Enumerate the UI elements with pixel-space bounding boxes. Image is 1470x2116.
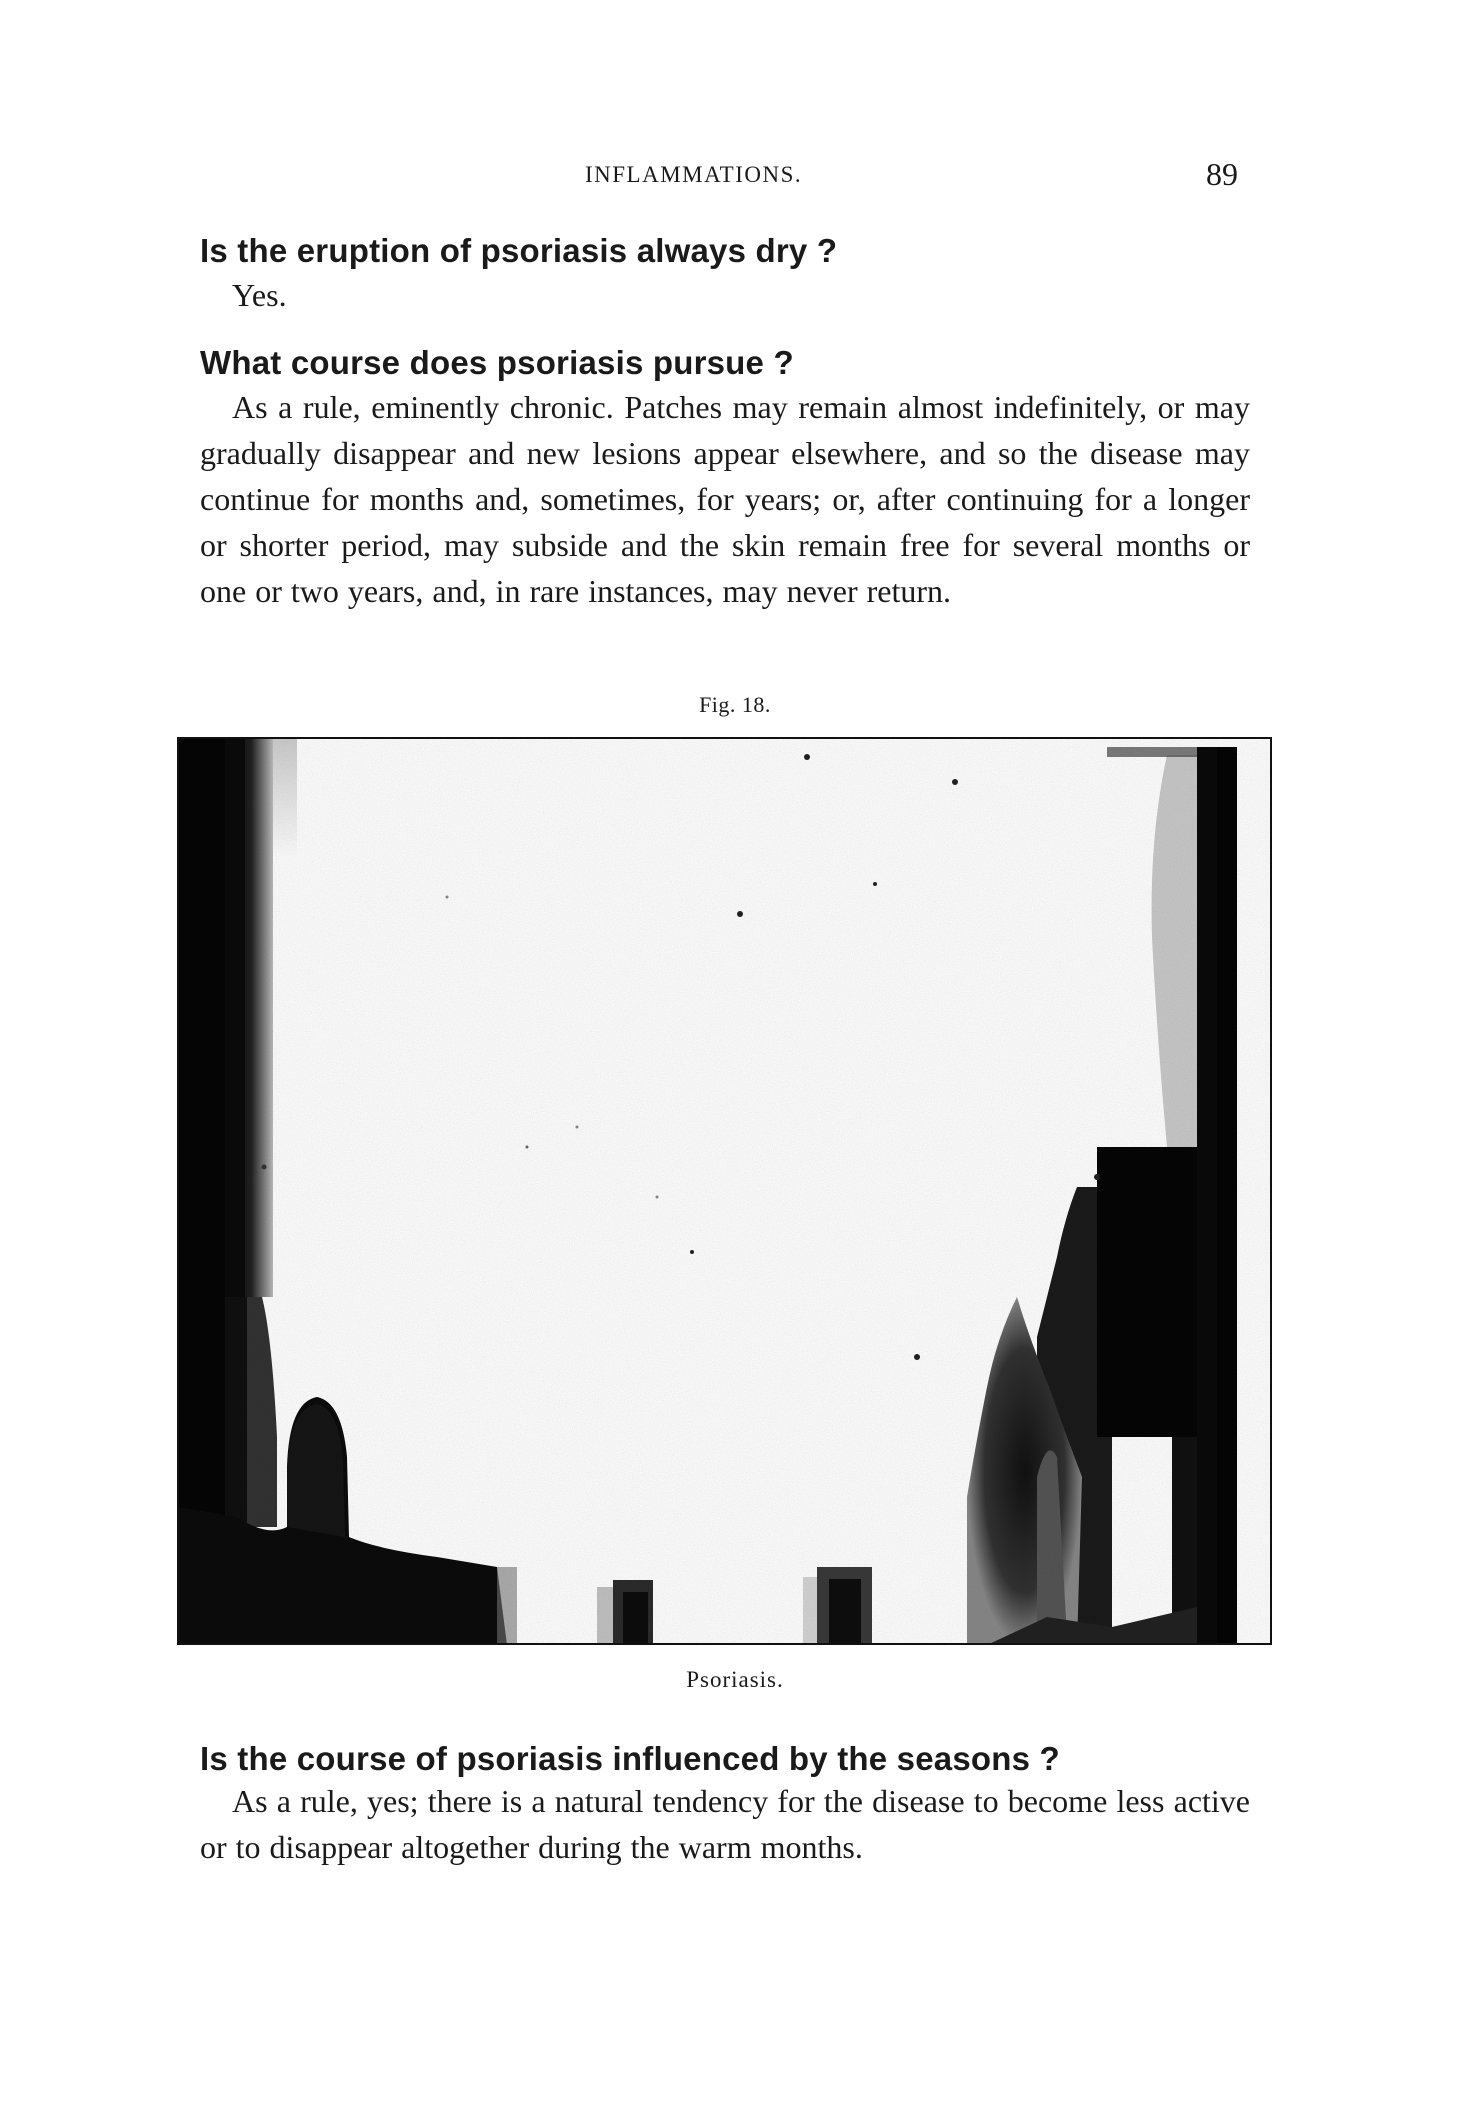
question-course: What course does psoriasis pursue ? xyxy=(200,344,794,381)
figure-label: Fig. 18. xyxy=(699,692,771,717)
psoriasis-photograph xyxy=(177,737,1272,1645)
running-title: INFLAMMATIONS. xyxy=(585,162,803,187)
answer-course: As a rule, eminently chronic. Patches may remain almost indefinitely, or may gradually disappear and new lesions appear elsewhere, and so the disease may continue for months and, sometimes, for years; or, after continuing for a longer or shorter period, may subside and the skin remain free for several months or one or two years, and, in rare instances, may never return. xyxy=(200,389,1250,609)
running-head xyxy=(0,156,1470,202)
answer-seasons: As a rule, yes; there is a natural tendency for the disease to become less active or to disappear altogether during the warm months. xyxy=(200,1783,1250,1865)
question-dry-eruption: Is the eruption of psoriasis always dry ? xyxy=(200,232,838,269)
answer-dry-eruption: Yes. xyxy=(232,277,287,313)
figure-caption: Psoriasis. xyxy=(686,1667,784,1692)
page-number: 89 xyxy=(1206,156,1238,192)
question-seasons: Is the course of psoriasis influenced by the seasons ? xyxy=(200,1740,1060,1777)
psoriasis-figure xyxy=(177,737,1272,1645)
